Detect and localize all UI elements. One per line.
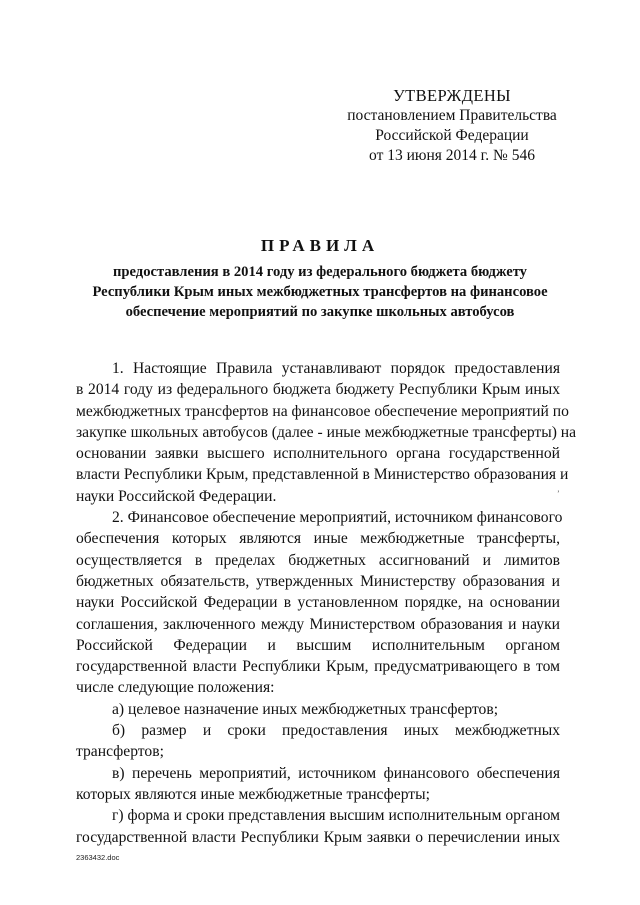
body-line: государственной власти Республики Крым заявки о перечислении иных xyxy=(76,828,560,846)
body-line: межбюджетных трансфертов на финансовое обеспечение мероприятий по xyxy=(76,402,569,420)
file-name-footer: 2363432.doc xyxy=(76,853,120,862)
body-line: соглашения, заключенного между Министерством образования и науки xyxy=(76,615,560,633)
body-line: 1. Настоящие Правила устанавливают порядок предоставления xyxy=(112,360,560,377)
approval-stamp xyxy=(336,86,568,166)
body-line: в 2014 году из федерального бюджета бюджету Республики Крым иных xyxy=(76,381,560,399)
body-line: б) размер и сроки предоставления иных межбюджетных xyxy=(112,722,560,740)
approval-line: постановлением Правительства xyxy=(347,107,557,124)
approval-line: Российской Федерации xyxy=(375,127,529,144)
body-line: науки Российской Федерации. xyxy=(76,487,277,505)
body-line: числе следующие положения: xyxy=(76,679,275,697)
document-subtitle xyxy=(60,262,580,322)
body-line: власти Республики Крым, представленной в Министерство образования и xyxy=(76,466,569,484)
margin-mark: ʼ xyxy=(557,489,560,498)
body-line: г) форма и сроки представления высшим исполнительным органом xyxy=(112,807,560,825)
body-line: бюджетных обязательств, утвержденных Министерству образования и xyxy=(76,572,560,590)
body-line: в) перечень мероприятий, источником финансового обеспечения xyxy=(112,764,560,782)
approval-date-number: от 13 июня 2014 г. № 546 xyxy=(369,147,535,164)
body-line: науки Российской Федерации в установленном порядке, на основании xyxy=(76,594,560,612)
body-line: государственной власти Республики Крым, предусматривающего в том xyxy=(76,658,560,676)
body-line: а) целевое назначение иных межбюджетных трансфертов; xyxy=(112,700,499,718)
body-line: основании заявки высшего исполнительного органа государственной xyxy=(76,445,560,463)
document-body xyxy=(76,358,577,848)
body-line: которых являются иные межбюджетные трансферты; xyxy=(76,785,430,803)
body-line: закупке школьных автобусов (далее - иные межбюджетные трансферты) на xyxy=(76,423,577,441)
document-title: ПРАВИЛА xyxy=(260,236,380,255)
body-line: осуществляется в пределах бюджетных ассигнований и лимитов xyxy=(76,551,560,569)
body-line: 2. Финансовое обеспечение мероприятий, источником финансового xyxy=(112,509,563,527)
body-line: Российской Федерации и высшим исполнительным органом xyxy=(76,636,560,654)
subtitle-line: предоставления в 2014 году из федерального бюджета бюджету xyxy=(113,264,527,280)
subtitle-line: Республики Крым иных межбюджетных трансфертов на финансовое xyxy=(92,284,548,300)
body-line: трансфертов; xyxy=(76,743,164,761)
body-line: обеспечения которых являются иные межбюджетные трансферты, xyxy=(76,530,560,548)
approval-heading: УТВЕРЖДЕНЫ xyxy=(393,86,511,105)
subtitle-line: обеспечение мероприятий по закупке школьных автобусов xyxy=(125,304,515,320)
